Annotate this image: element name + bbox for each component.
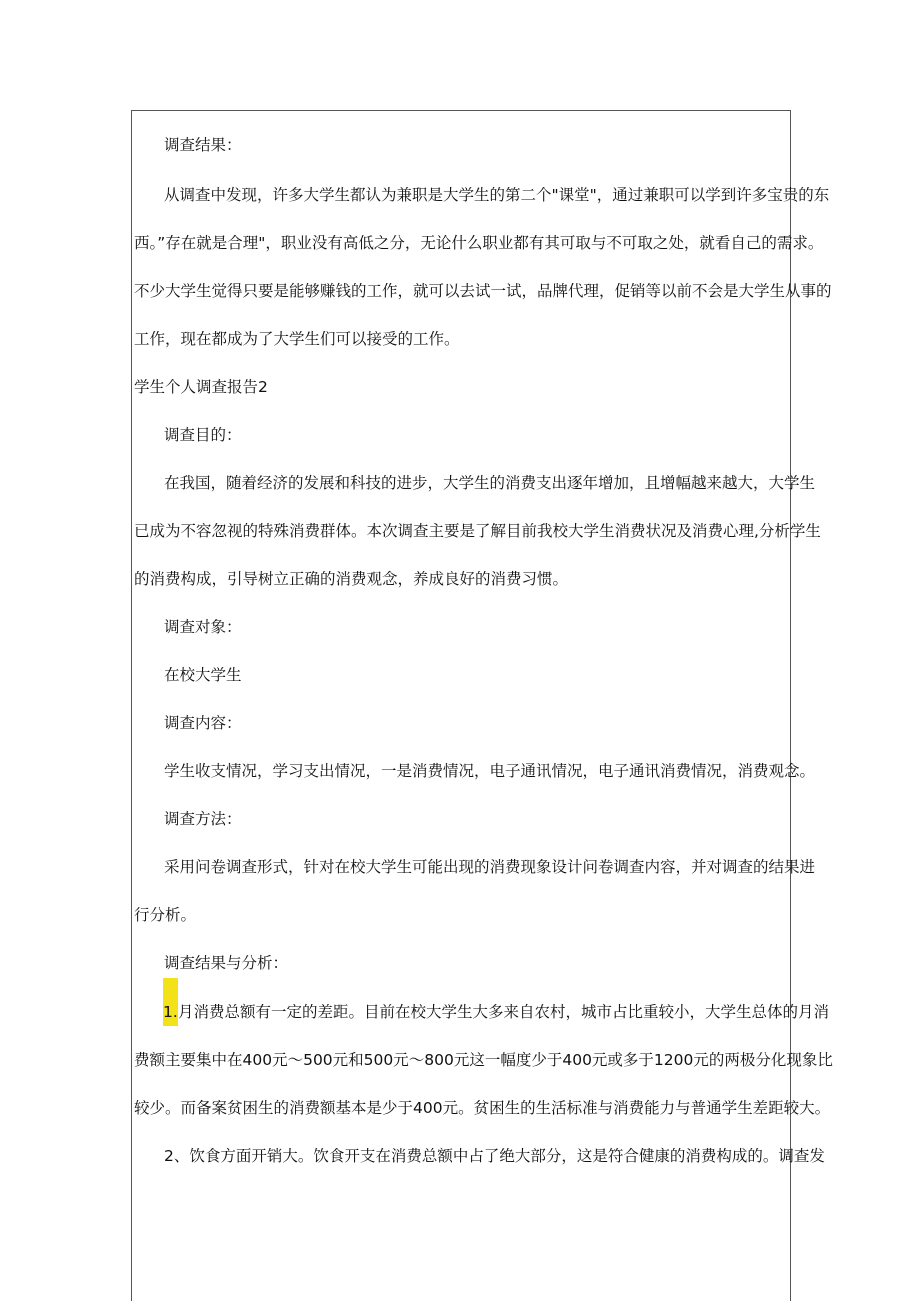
- heading-results-analysis: 调查结果与分析：: [164, 954, 289, 972]
- heading-survey-purpose: 调查目的：: [164, 426, 242, 444]
- heading-survey-content: 调查内容：: [164, 714, 242, 732]
- paragraph-line: 费额主要集中在400元〜500元和500元〜800元这一幅度少于400元或多于1200元的两极分化现象比: [134, 1051, 833, 1069]
- paragraph-line: 在校大学生: [164, 666, 242, 684]
- paragraph-line: 学生收支情况，学习支出情况，一是消费情况，电子通讯情况，电子通讯消费情况，消费观念。: [164, 762, 816, 780]
- paragraph-line: 行分析。: [134, 906, 197, 924]
- list-number: 1.: [163, 1003, 178, 1021]
- paragraph-line: 在我国，随着经济的发展和科技的进步，大学生的消费支出逐年增加，且增幅越来越大，大学生: [164, 474, 816, 492]
- paragraph-line: 已成为不容忽视的特殊消费群体。本次调查主要是了解目前我校大学生消费状况及消费心理,分析学生: [134, 522, 821, 540]
- heading-survey-subjects: 调查对象：: [164, 618, 242, 636]
- paragraph-line: 西。”存在就是合理"，职业没有高低之分，无论什么职业都有其可取与不可取之处，就看自己的需求。: [134, 234, 824, 252]
- heading-survey-results: 调查结果：: [164, 136, 242, 154]
- paragraph-line: 从调查中发现，许多大学生都认为兼职是大学生的第二个"课堂"，通过兼职可以学到许多宝贵的东: [164, 186, 830, 204]
- paragraph-line: 较少。而备案贫困生的消费额基本是少于400元。贫困生的生活标准与消费能力与普通学生差距较大。: [134, 1099, 831, 1117]
- section-title-report-2: 学生个人调查报告2: [134, 378, 268, 396]
- heading-survey-method: 调查方法：: [164, 810, 242, 828]
- paragraph-line: 采用问卷调查形式，针对在校大学生可能出现的消费现象设计问卷调查内容，并对调查的结果进: [164, 858, 816, 876]
- paragraph-line: 不少大学生觉得只要是能够赚钱的工作，就可以去试一试，品牌代理，促销等以前不会是大学生从事的: [134, 282, 832, 300]
- paragraph-line: 月消费总额有一定的差距。目前在校大学生大多来自农村，城市占比重较小，大学生总体的月消: [178, 1003, 830, 1021]
- paragraph-line: 的消费构成，引导树立正确的消费观念，养成良好的消费习惯。: [134, 570, 569, 588]
- paragraph-line: 2、饮食方面开销大。饮食开支在消费总额中占了绝大部分，这是符合健康的消费构成的。调查发: [164, 1147, 825, 1165]
- paragraph-line: 工作，现在都成为了大学生们可以接受的工作。: [134, 330, 460, 348]
